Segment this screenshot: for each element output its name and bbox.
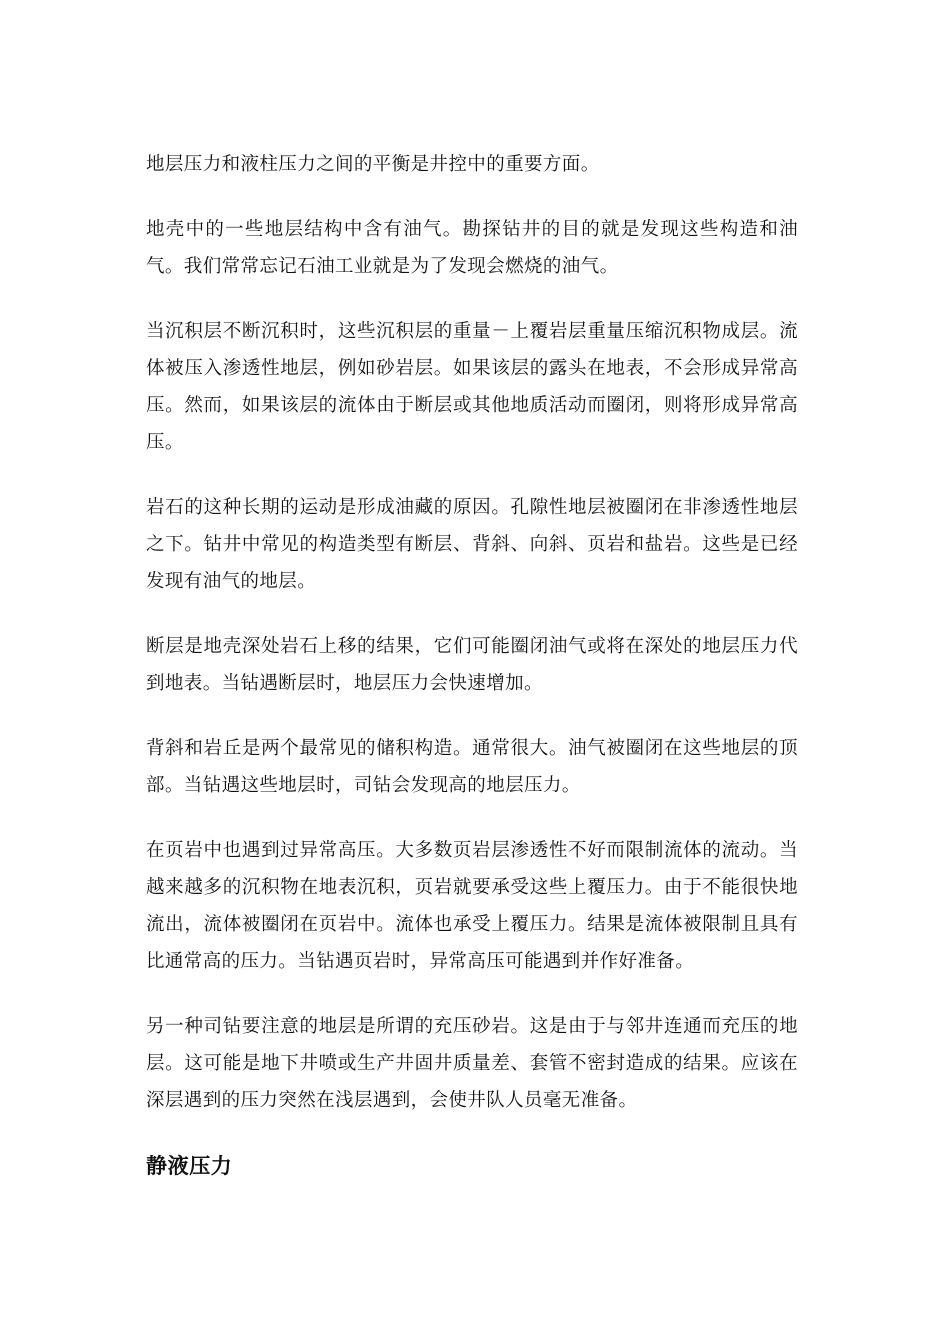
- paragraph-3: 当沉积层不断沉积时，这些沉积层的重量－上覆岩层重量压缩沉积物成层。流体被压入渗透性地层，例如砂岩层。如果该层的露头在地表，不会形成异常高压。然而，如果该层的流体由于断层或其他地质活动而圈闭，则将形成异常高压。: [146, 321, 798, 453]
- document-body: [146, 146, 798, 1184]
- section-heading: 静液压力: [146, 1153, 233, 1178]
- paragraph-4: 岩石的这种长期的运动是形成油藏的原因。孔隙性地层被圈闭在非渗透性地层之下。钻井中常见的构造类型有断层、背斜、向斜、页岩和盐岩。这些是已经发现有油气的地层。: [146, 497, 798, 592]
- paragraph-2: 地壳中的一些地层结构中含有油气。勘探钻井的目的就是发现这些构造和油气。我们常常忘记石油工业就是为了发现会燃烧的油气。: [146, 219, 798, 277]
- paragraph-8: 另一种司钻要注意的地层是所谓的充压砂岩。这是由于与邻井连通而充压的地层。这可能是地下井喷或生产井固井质量差、套管不密封造成的结果。应该在深层遇到的压力突然在浅层遇到，会使井队人员毫无准备。: [146, 1016, 798, 1111]
- paragraph-6: 背斜和岩丘是两个最常见的储积构造。通常很大。油气被圈闭在这些地层的顶部。当钻遇这些地层时，司钻会发现高的地层压力。: [146, 738, 798, 796]
- paragraph-7: 在页岩中也遇到过异常高压。大多数页岩层渗透性不好而限制流体的流动。当越来越多的沉积物在地表沉积，页岩就要承受这些上覆压力。由于不能很快地流出，流体被圈闭在页岩中。流体也承受上覆压力。结果是流体被限制且具有比通常高的压力。当钻遇页岩时，异常高压可能遇到并作好准备。: [146, 840, 798, 972]
- paragraph-5: 断层是地壳深处岩石上移的结果，它们可能圈闭油气或将在深处的地层压力代到地表。当钻遇断层时，地层压力会快速增加。: [146, 636, 798, 694]
- paragraph-1: 地层压力和液柱压力之间的平衡是井控中的重要方面。: [146, 154, 600, 175]
